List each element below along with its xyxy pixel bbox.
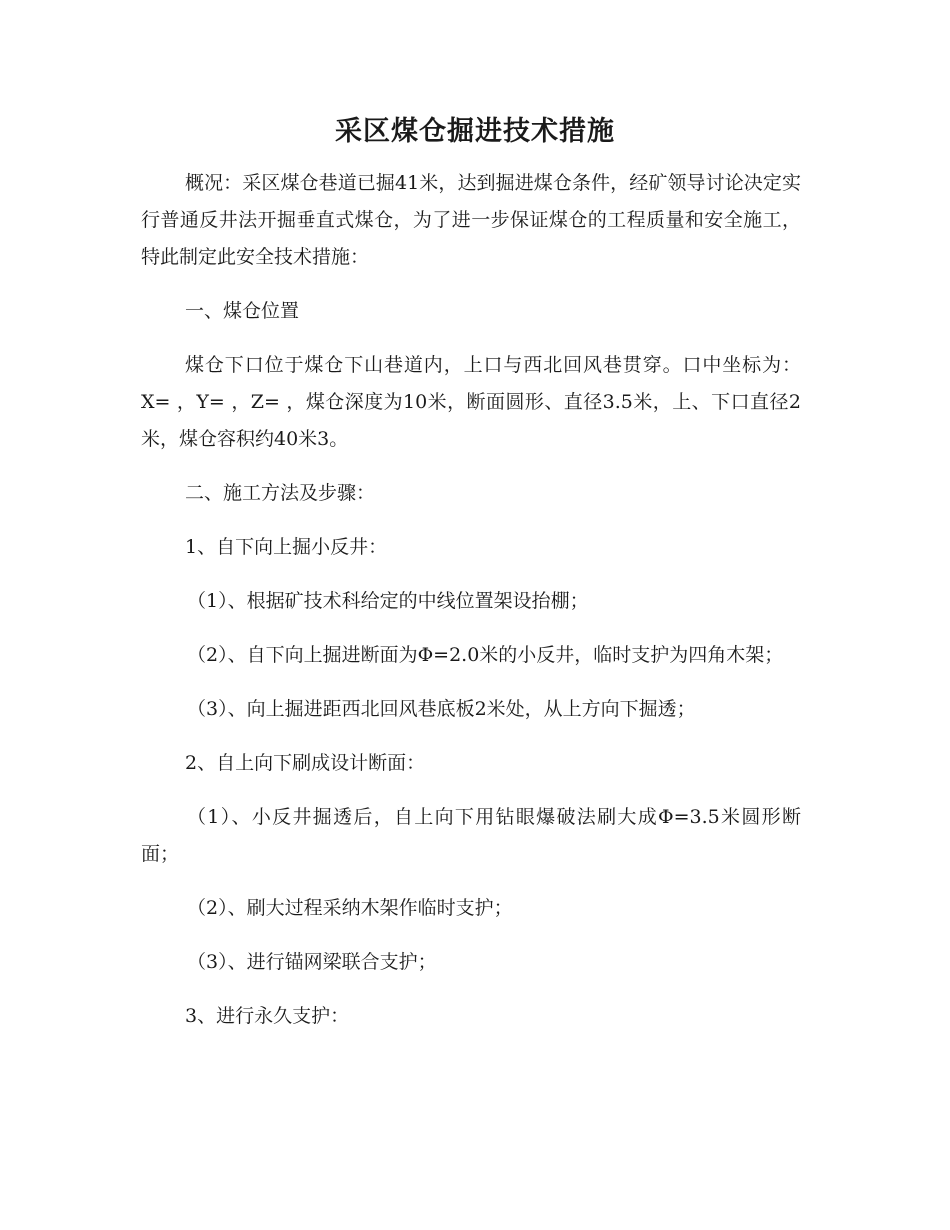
paragraph-overview: 概况：采区煤仓巷道已掘41米，达到掘进煤仓条件，经矿领导讨论决定实行普通反井法开掘垂直式煤仓，为了进一步保证煤仓的工程质量和安全施工，特此制定此安全技术措施： xyxy=(141,172,801,268)
list-item-1-3: （3）、向上掘进距西北回风巷底板2米处，从上方向下掘透； xyxy=(187,698,696,720)
list-item-1-1: （1）、根据矿技术科给定的中线位置架设抬棚； xyxy=(187,590,589,612)
heading-step-3: 3、进行永久支护： xyxy=(185,1005,350,1027)
heading-step-1: 1、自下向上掘小反井： xyxy=(185,536,388,558)
list-item-1-2: （2）、自下向上掘进断面为Φ=2.0米的小反井，临时支护为四角木架； xyxy=(187,644,784,666)
heading-section-2: 二、施工方法及步骤： xyxy=(185,482,376,504)
list-item-2-2: （2）、刷大过程采纳木架作临时支护； xyxy=(187,897,513,919)
list-item-2-3: （3）、进行锚网梁联合支护； xyxy=(187,951,437,973)
heading-section-1: 一、煤仓位置 xyxy=(185,300,300,322)
document-title: 采区煤仓掘进技术措施 xyxy=(335,116,615,147)
list-item-2-1: （1）、小反井掘透后，自上向下用钻眼爆破法刷大成Φ=3.5米圆形断面； xyxy=(141,806,801,865)
heading-step-2: 2、自上向下刷成设计断面： xyxy=(185,752,426,774)
document-body xyxy=(141,165,801,1052)
paragraph-location: 煤仓下口位于煤仓下山巷道内，上口与西北回风巷贯穿。口中坐标为：X= ，Y= ，Z= ，煤仓深度为10米，断面圆形、直径3.5米，上、下口直径2米，煤仓容积约40米3。 xyxy=(141,354,801,450)
